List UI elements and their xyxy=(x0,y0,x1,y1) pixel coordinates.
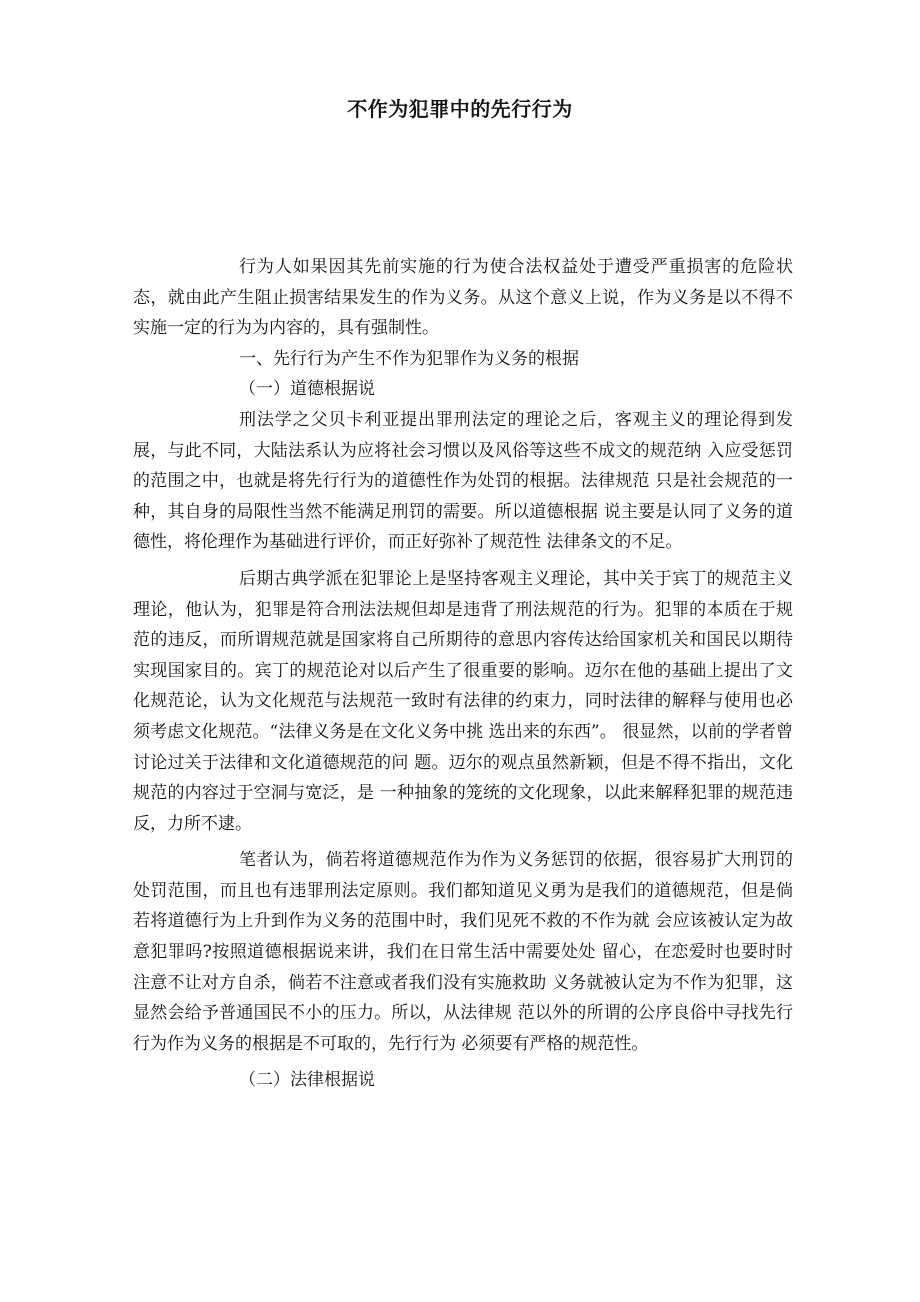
document-title: 不作为犯罪中的先行行为 xyxy=(347,97,573,121)
paragraph-author-view: 笔者认为，倘若将道德规范作为作为义务惩罚的依据，很容易扩大刑罚的处罚范围，而且也有违罪刑法定原则。我们都知道见义勇为是我们的道德规范，但是倘若将道德行为上升到作为义务的范围中时，我们见死不救的不作为就 会应该被认定为故意犯罪吗?按照道德根据说来讲，我们在日常生活中需要处处 留心，在恋爱时也要时时注意不让对方自杀，倘若不注意或者我们没有实施救助 义务就被认定为不作为犯罪，这显然会给予普通国民不小的压力。所以，从法律规 范以外的所谓的公序良俗中寻找先行行为作为义务的根据是不可取的，先行行为 必须要有严格的规范性。 xyxy=(133,850,793,1054)
paragraph-intro: 行为人如果因其先前实施的行为使合法权益处于遭受严重损害的危险状态，就由此产生阻止损害结果发生的作为义务。从这个意义上说，作为义务是以不得不实施一定的行为为内容的，具有强制性。 xyxy=(133,257,793,339)
document-body xyxy=(133,252,793,1096)
paragraph-moral-basis: 刑法学之父贝卡利亚提出罪刑法定的理论之后，客观主义的理论得到发展，与此不同，大陆法系认为应将社会习惯以及风俗等这些不成文的规范纳 入应受惩罚的范围之中，也就是将先行行为的道德性作为处罚的根据。法律规范 只是社会规范的一种，其自身的局限性当然不能满足刑罚的需要。所以道德根据 说主要是认同了义务的道德性，将伦理作为基础进行评价，而正好弥补了规范性 法律条文的不足。 xyxy=(133,409,793,553)
subsection-heading-1: （一）道德根据说 xyxy=(239,379,375,400)
paragraph-binding-theory: 后期古典学派在犯罪论上是坚持客观主义理论，其中关于宾丁的规范主义理论，他认为，犯罪是符合刑法法规但却是违背了刑法规范的行为。犯罪的本质在于规范的违反，而所谓规范就是国家将自己所期待的意思内容传达给国家机关和国民以期待实现国家目的。宾丁的规范论对以后产生了很重要的影响。迈尔在他的基础上提出了文化规范论，认为文化规范与法规范一致时有法律的约束力，同时法律的解释与使用也必须考虑文化规范。“法律义务是在文化义务中挑 选出来的东西”。 很显然，以前的学者曾讨论过关于法律和文化道德规范的问 题。迈尔的观点虽然新颖，但是不得不指出，文化规范的内容过于空洞与宽泛，是 一种抽象的笼统的文化现象，以此来解释犯罪的规范违反，力所不逮。 xyxy=(133,568,793,834)
section-heading-1: 一、先行行为产生不作为犯罪作为义务的根据 xyxy=(239,348,579,369)
subsection-heading-2: （二）法律根据说 xyxy=(239,1070,375,1091)
